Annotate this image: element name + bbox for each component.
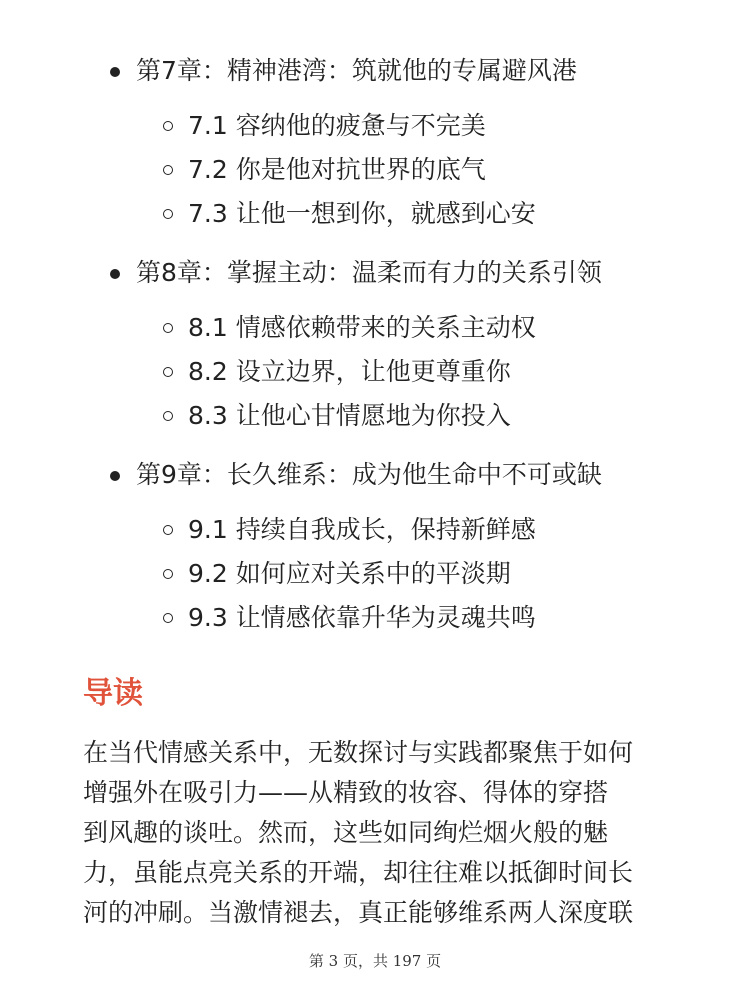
paragraph-line: 到风趣的谈吐。然而，这些如同绚烂烟火般的魅	[83, 818, 609, 847]
toc-chapter-7	[0, 48, 750, 94]
intro-paragraph	[83, 733, 673, 933]
chapter-title: 第7章：精神港湾：筑就他的专属避风港	[136, 56, 577, 85]
toc-section-9-1	[0, 508, 750, 552]
toc-section-7-2	[0, 148, 750, 192]
filled-bullet-icon	[110, 471, 120, 481]
toc-section-8-3	[0, 394, 750, 438]
toc-section-7-3	[0, 192, 750, 236]
toc-chapter-9	[0, 452, 750, 498]
section-title: 8.1 情感依赖带来的关系主动权	[188, 313, 536, 342]
chapter-title: 第8章：掌握主动：温柔而有力的关系引领	[136, 258, 602, 287]
section-title: 9.1 持续自我成长，保持新鲜感	[188, 515, 536, 544]
toc-section-9-3	[0, 596, 750, 640]
section-title: 8.3 让他心甘情愿地为你投入	[188, 401, 511, 430]
hollow-bullet-icon	[163, 569, 173, 579]
toc-section-8-1	[0, 306, 750, 350]
paragraph-line: 增强外在吸引力——从精致的妆容、得体的穿搭	[83, 778, 609, 807]
toc-section-8-2	[0, 350, 750, 394]
paragraph-line: 力，虽能点亮关系的开端，却往往难以抵御时间长	[83, 858, 634, 887]
hollow-bullet-icon	[163, 209, 173, 219]
chapter-8-sections	[0, 306, 750, 438]
filled-bullet-icon	[110, 269, 120, 279]
section-heading: 导读	[83, 676, 143, 711]
section-title: 7.3 让他一想到你，就感到心安	[188, 199, 536, 228]
chapter-9-sections	[0, 508, 750, 640]
chapter-title: 第9章：长久维系：成为他生命中不可或缺	[136, 460, 602, 489]
section-title: 7.2 你是他对抗世界的底气	[188, 155, 486, 184]
hollow-bullet-icon	[163, 323, 173, 333]
hollow-bullet-icon	[163, 367, 173, 377]
section-title: 9.3 让情感依靠升华为灵魂共鸣	[188, 603, 536, 632]
page-number-footer: 第 3 页，共 197 页	[308, 952, 442, 970]
section-title: 7.1 容纳他的疲惫与不完美	[188, 111, 486, 140]
hollow-bullet-icon	[163, 121, 173, 131]
section-title: 9.2 如何应对关系中的平淡期	[188, 559, 511, 588]
filled-bullet-icon	[110, 67, 120, 77]
chapter-7-sections	[0, 104, 750, 236]
toc-section-7-1	[0, 104, 750, 148]
toc-section-9-2	[0, 552, 750, 596]
hollow-bullet-icon	[163, 411, 173, 421]
hollow-bullet-icon	[163, 525, 173, 535]
hollow-bullet-icon	[163, 165, 173, 175]
paragraph-line: 在当代情感关系中，无数探讨与实践都聚焦于如何	[83, 738, 634, 767]
section-title: 8.2 设立边界，让他更尊重你	[188, 357, 511, 386]
toc-chapter-8	[0, 250, 750, 296]
hollow-bullet-icon	[163, 613, 173, 623]
table-of-contents	[0, 48, 750, 654]
paragraph-line: 河的冲刷。当激情褪去，真正能够维系两人深度联	[83, 898, 634, 927]
